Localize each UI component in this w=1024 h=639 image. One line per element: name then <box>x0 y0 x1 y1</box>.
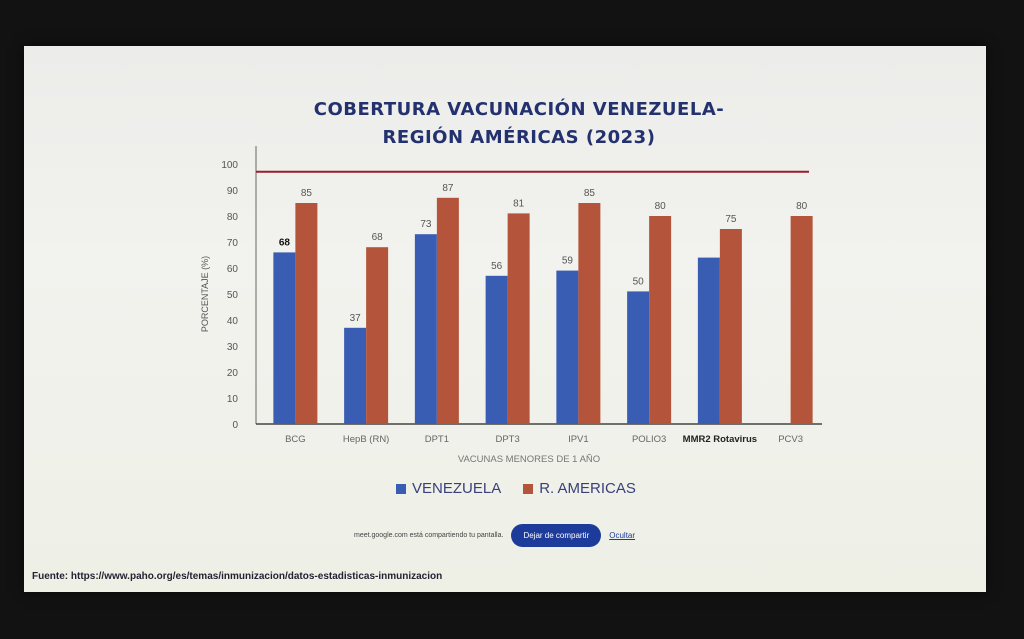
x-tick-label: BCG <box>285 434 306 445</box>
x-tick-label: DPT3 <box>495 434 520 445</box>
legend-item-americas <box>523 480 636 497</box>
bar-venezuela <box>698 258 720 424</box>
data-label: 50 <box>632 276 644 288</box>
bar-americas <box>578 203 600 424</box>
y-tick-label: 0 <box>232 420 238 431</box>
data-label: 75 <box>725 214 737 225</box>
y-tick-label: 90 <box>226 186 238 197</box>
bar-venezuela <box>273 252 295 424</box>
bar-chart <box>24 46 986 466</box>
data-label: 68 <box>371 232 383 244</box>
screen-share-bar <box>354 524 635 547</box>
legend-swatch-americas <box>523 484 533 494</box>
y-tick-label: 40 <box>226 316 238 327</box>
bar-venezuela <box>627 291 649 424</box>
x-tick-label: PCV3 <box>778 434 804 445</box>
data-label: 37 <box>349 312 361 324</box>
y-tick-label: 60 <box>226 264 238 275</box>
bar-americas <box>437 198 459 424</box>
bar-americas <box>791 216 813 424</box>
x-tick-label: HepB (RN) <box>342 434 390 445</box>
chart-legend <box>396 480 636 497</box>
data-label: 73 <box>420 219 432 231</box>
x-tick-label: IPV1 <box>568 434 589 445</box>
stop-sharing-button[interactable]: Dejar de compartir <box>511 524 601 547</box>
x-tick-label: MMR2 Rotavirus <box>682 434 758 445</box>
data-label: 80 <box>654 201 666 212</box>
source-citation: Fuente: https://www.paho.org/es/temas/inmunizacion/datos-estadisticas-inmunizacion <box>32 571 443 582</box>
legend-label-americas: R. AMERICAS <box>539 480 636 497</box>
data-label: 80 <box>796 201 808 212</box>
legend-swatch-venezuela <box>396 484 406 494</box>
x-axis-title: VACUNAS MENORES DE 1 AÑO <box>457 454 601 465</box>
bar-venezuela <box>486 276 508 424</box>
bar-americas <box>295 203 317 424</box>
data-label: 85 <box>300 188 312 199</box>
x-tick-label: POLIO3 <box>631 434 667 445</box>
y-tick-label: 80 <box>226 212 238 223</box>
chart-title-line-1: COBERTURA VACUNACIÓN VENEZUELA- <box>313 99 725 120</box>
x-tick-label: DPT1 <box>424 434 450 445</box>
legend-item-venezuela <box>396 480 501 497</box>
y-tick-label: 20 <box>226 368 238 379</box>
projected-screen <box>24 46 986 592</box>
bar-venezuela <box>415 234 437 424</box>
y-tick-label: 100 <box>221 160 238 171</box>
y-tick-label: 10 <box>226 394 238 405</box>
bar-americas <box>366 247 388 424</box>
chart-title-line-2: REGIÓN AMÉRICAS (2023) <box>382 127 656 148</box>
data-label: 81 <box>513 198 525 210</box>
share-message: meet.google.com está compartiendo tu pantalla. <box>354 532 504 539</box>
data-label: 87 <box>442 182 454 194</box>
y-tick-label: 50 <box>226 290 238 301</box>
data-label: 59 <box>561 255 573 267</box>
bar-venezuela <box>556 271 578 424</box>
data-label: 85 <box>583 188 595 199</box>
legend-label-venezuela: VENEZUELA <box>412 480 502 497</box>
bar-americas <box>649 216 671 424</box>
data-label: 56 <box>491 260 503 272</box>
y-tick-label: 30 <box>226 342 238 353</box>
bar-venezuela <box>344 328 366 424</box>
bar-americas <box>720 229 742 424</box>
bar-americas <box>508 213 530 424</box>
data-label: 68 <box>278 237 290 249</box>
y-axis-title: PORCENTAJE (%) <box>200 255 210 333</box>
y-tick-label: 70 <box>226 238 238 249</box>
hide-share-bar-link[interactable]: Ocultar <box>609 531 636 540</box>
